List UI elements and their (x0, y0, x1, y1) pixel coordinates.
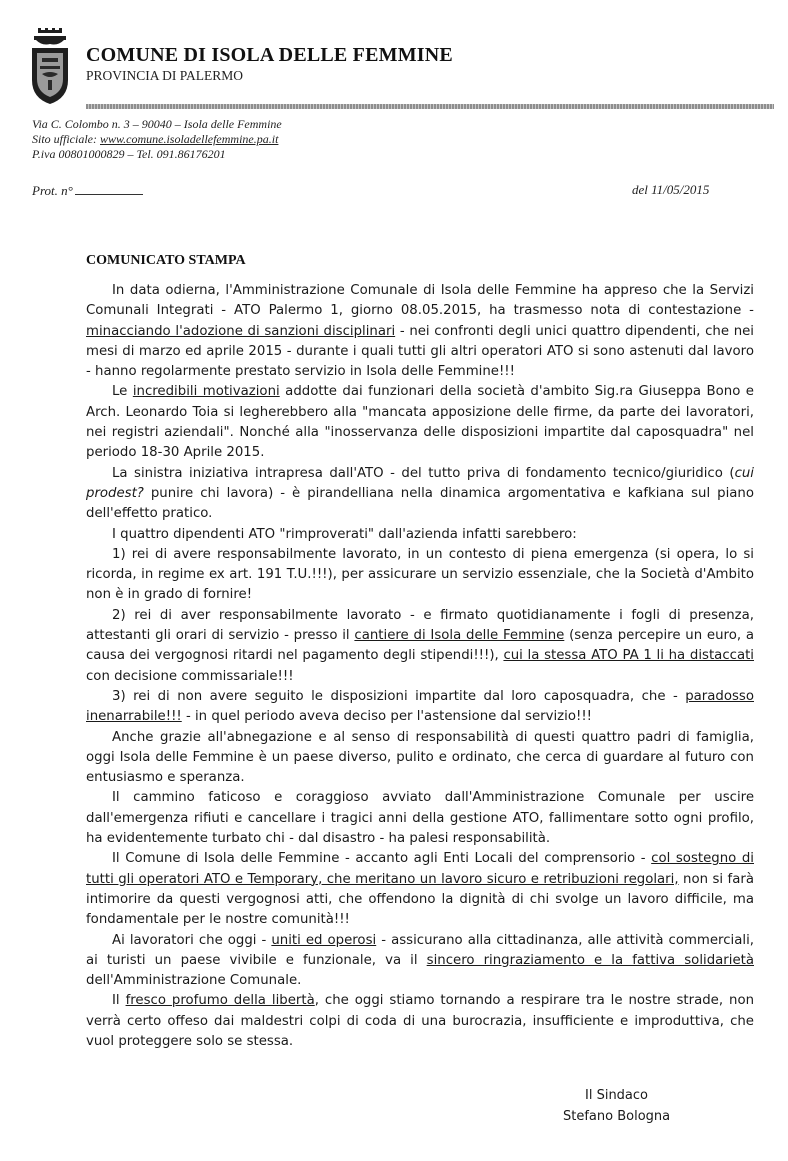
protocol-label: Prot. n° (32, 183, 73, 198)
protocol-number (32, 182, 143, 199)
paragraph: Il Comune di Isola delle Femmine - accanto agli Enti Locali del comprensorio - col sostegno di tutti gli operatori ATO e Temporary, che meritano un lavoro sicuro e retribuzioni regolari, non si farà intimorire da questi vergognosi atti, che offendono la dignità di chi svolge un lavoro difficile, ma fondamentale per le nostre comunità!!! (86, 851, 754, 928)
paragraph: Il fresco profumo della libertà, che oggi stiamo tornando a respirare tra le nostre strade, non verrà certo offeso dai maldestri colpi di coda di una burocrazia, insufficiente e improduttiva, che vuol proteggere solo se stessa. (86, 993, 755, 1049)
paragraph: Ai lavoratori che oggi - uniti ed operosi - assicurano alla cittadinanza, alle attività commerciali, ai turisti un paese vivibile e funzionale, va il sincero ringraziamento e la fattiva solidarietà dell'Amministrazione Comunale. (86, 932, 754, 989)
paragraph: La sinistra iniziativa intrapresa dall'ATO - del tutto priva di fondamento tecnico/giuridico (cui prodest? punire chi lavora) - è pirandelliana nella dinamica argomentativa e kafkiana sul piano dell'effetto pratico. (86, 465, 754, 522)
municipal-crest-icon (28, 28, 72, 106)
website-link[interactable]: www.comune.isoladellefemmine.pa.it (100, 132, 279, 146)
address-line: Via C. Colombo n. 3 – 90040 – Isola delle Femmine (32, 117, 282, 131)
press-release-body (86, 281, 754, 1052)
signature-block (563, 1085, 670, 1127)
vat-phone-line: P.iva 00801000829 – Tel. 091.86176201 (32, 147, 226, 161)
list-item: 1) rei di avere responsabilmente lavorato, in un contesto di piena emergenza (si opera, lo si ricorda, in regime ex art. 191 T.U.!!!), per assicurare un servizio essenziale, che la Società d'Ambito non è in grado di fornire! (86, 546, 754, 603)
list-item: 2) rei di aver responsabilmente lavorato - e firmato quotidianamente i fogli di presenza, attestanti gli orari di servizio - presso il cantiere di Isola delle Femmine (senza percepire un euro, a causa dei vergognosi ritardi nel pagamento degli stipendi!!!), cui la stessa ATO PA 1 li ha distaccati con decisione commissariale!!! (86, 607, 754, 684)
paragraph: Anche grazie all'abnegazione e al senso di responsabilità di questi quattro padri di famiglia, oggi Isola delle Femmine è un paese diverso, pulito e ordinato, che cerca di guardare al futuro con entusiasmo e speranza. (86, 729, 754, 786)
municipality-name: COMUNE DI ISOLA DELLE FEMMINE (86, 44, 453, 66)
paragraph: I quattro dipendenti ATO "rimproverati" dall'azienda infatti sarebbero: (112, 526, 577, 542)
signatory-role: Il Sindaco (585, 1088, 649, 1103)
province-name: PROVINCIA DI PALERMO (86, 68, 244, 83)
paragraph: In data odierna, l'Amministrazione Comunale di Isola delle Femmine ha appreso che la Servizi Comunali Integrati - ATO Palermo 1, giorno 08.05.2015, ha trasmesso nota di contestazione - minacciando l'adozione di sanzioni disciplinari - nei confronti degli unici quattro dipendenti, che nei mesi di marzo ed aprile 2015 - durante i quali tutti gli altri operatori ATO si sono astenuti dal lavoro - hanno regolarmente prestato servizio in Isola delle Femmine!!! (86, 283, 754, 380)
list-item: 3) rei di non avere seguito le disposizioni impartite dal loro caposquadra, che - paradosso inenarrabile!!! - in quel periodo aveva deciso per l'astensione dal servizio!!! (86, 688, 754, 725)
protocol-blank-field (75, 182, 143, 195)
document-date: del 11/05/2015 (632, 182, 710, 197)
website-label: Sito ufficiale: (32, 132, 97, 146)
header-divider (86, 104, 774, 109)
paragraph: Il cammino faticoso e coraggioso avviato dall'Amministrazione Comunale per uscire dall'emergenza rifiuti e cancellare i tragici anni della gestione ATO, fallimentare sotto ogni profilo, ha evidentemente turbato chi - dal disastro - ha palesi responsabilità. (86, 790, 754, 847)
paragraph: Le incredibili motivazioni addotte dai funzionari della società d'ambito Sig.ra Giuseppa Bono e Arch. Leonardo Toia si legherebbero alla "mancata apposizione delle firme, da parte dei lavoratori, nei registri aziendali". Nonché alla "inosservanza delle disposizioni impartite dal caposquadra" nel periodo 18-30 Aprile 2015. (86, 384, 754, 461)
website-line (32, 132, 282, 147)
press-release-heading: COMUNICATO STAMPA (86, 253, 246, 268)
contact-block (32, 117, 282, 162)
signatory-name: Stefano Bologna (563, 1109, 671, 1124)
